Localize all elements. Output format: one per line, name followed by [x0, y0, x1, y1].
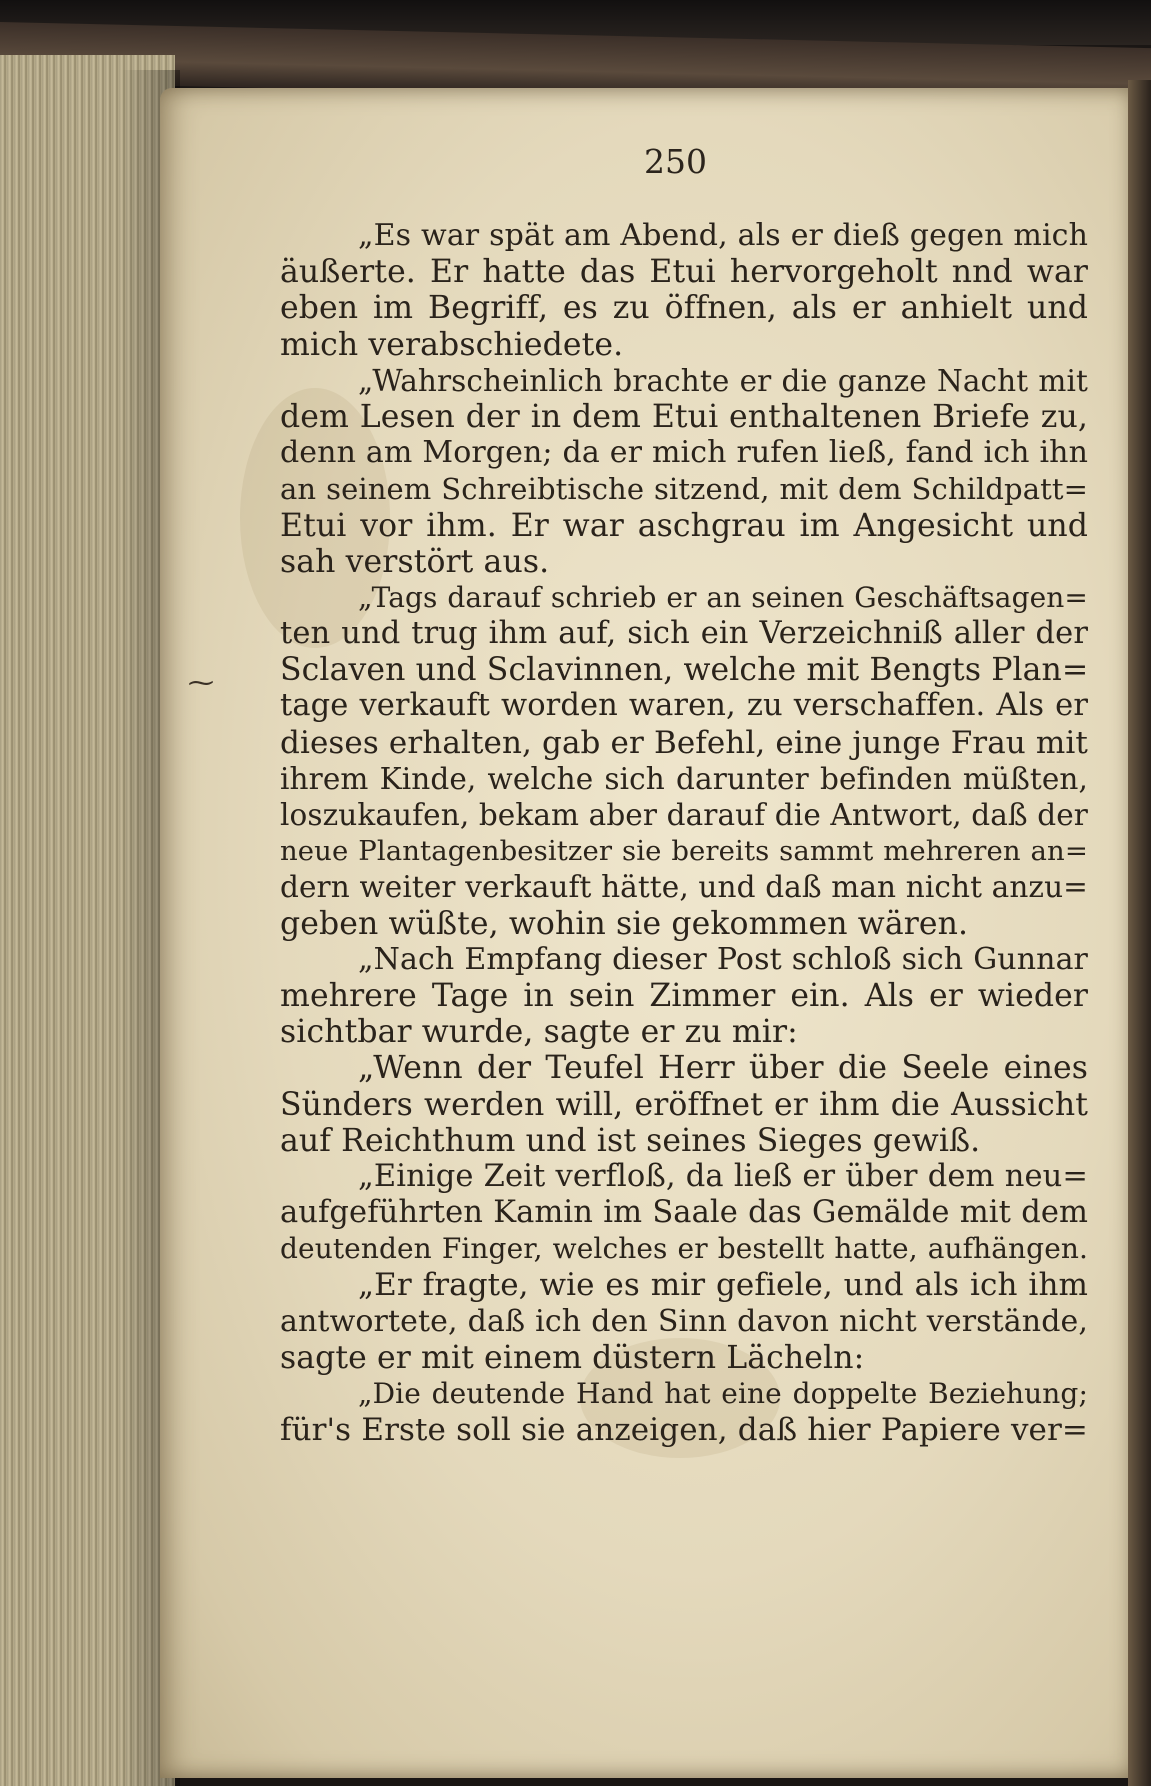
text-line: Sclaven und Sclavinnen, welche mit Bengts Plan= — [280, 652, 1089, 689]
text-line: „Die deutende Hand hat eine doppelte Beziehung; — [358, 1377, 1088, 1410]
text-line: „Tags darauf schrieb er an seinen Geschäftsagen= — [358, 580, 1088, 614]
text-line: sah verstört aus. — [280, 543, 550, 580]
text-line: deutenden Finger, welches er bestellt hatte, aufhängen. — [280, 1232, 1088, 1266]
text-line: „Wenn der Teufel Herr über die Seele eines — [358, 1050, 1088, 1087]
text-line: „Er fragte, wie es mir gefiele, und als ich ihm — [358, 1267, 1088, 1304]
text-line: „Einige Zeit verfloß, da ließ er über dem neu= — [358, 1158, 1088, 1194]
text-line: für's Erste soll sie anzeigen, daß hier Papiere ver= — [280, 1412, 1088, 1449]
text-line: dern weiter verkauft hätte, und daß man nicht anzu= — [280, 870, 1088, 905]
text-line: mehrere Tage in sein Zimmer ein. Als er wieder — [280, 977, 1088, 1014]
text-line: mich verabschiedete. — [280, 326, 624, 363]
text-line: tage verkauft worden waren, zu verschaffen. Als er — [280, 688, 1088, 724]
text-line: aufgeführten Kamin im Saale das Gemälde mit dem — [280, 1195, 1088, 1231]
text-line: dem Lesen der in dem Etui enthaltenen Briefe zu, — [280, 398, 1088, 435]
text-line: loszukaufen, bekam aber darauf die Antwort, daß der — [280, 798, 1088, 832]
text-line: denn am Morgen; da er mich rufen ließ, fand ich ihn — [280, 435, 1088, 471]
text-line: eben im Begriff, es zu öffnen, als er anhielt und — [280, 290, 1088, 327]
text-line: an seinem Schreibtische sitzend, mit dem Schildpatt= — [280, 472, 1088, 507]
text-line: dieses erhalten, gab er Befehl, eine junge Frau mit — [280, 724, 1088, 761]
text-line: sichtbar wurde, sagte er zu mir: — [280, 1014, 798, 1051]
text-line: antwortete, daß ich den Sinn davon nicht verstände, — [280, 1303, 1088, 1339]
text-line: ten und trug ihm auf, sich ein Verzeichniß aller der — [280, 616, 1088, 652]
text-line: äußerte. Er hatte das Etui hervorgeholt nnd war — [280, 254, 1088, 291]
text-line: Etui vor ihm. Er war aschgrau im Angesicht und — [280, 507, 1088, 544]
text-line: geben wüßte, wohin sie gekommen wären. — [280, 905, 969, 942]
text-line: „Es war spät am Abend, als er dieß gegen mich — [358, 218, 1088, 253]
text-line: ihrem Kinde, welche sich darunter befinden müßten, — [280, 761, 1088, 796]
text-line: auf Reichthum und ist seines Sieges gewiß. — [280, 1122, 981, 1159]
body-text — [280, 218, 1088, 1448]
margin-mark: ⁓ — [188, 668, 214, 698]
text-line: Sünders werden will, eröffnet er ihm die Aussicht — [280, 1086, 1088, 1123]
text-line: „Nach Empfang dieser Post schloß sich Gunnar — [358, 941, 1088, 977]
page-number: 250 — [644, 142, 707, 181]
book-gutter — [1128, 80, 1151, 1786]
text-line: „Wahrscheinlich brachte er die ganze Nacht mit — [358, 363, 1088, 398]
text-line: neue Plantagenbesitzer sie bereits sammt mehreren an= — [280, 835, 1088, 868]
text-line: sagte er mit einem düstern Lächeln: — [280, 1339, 865, 1376]
